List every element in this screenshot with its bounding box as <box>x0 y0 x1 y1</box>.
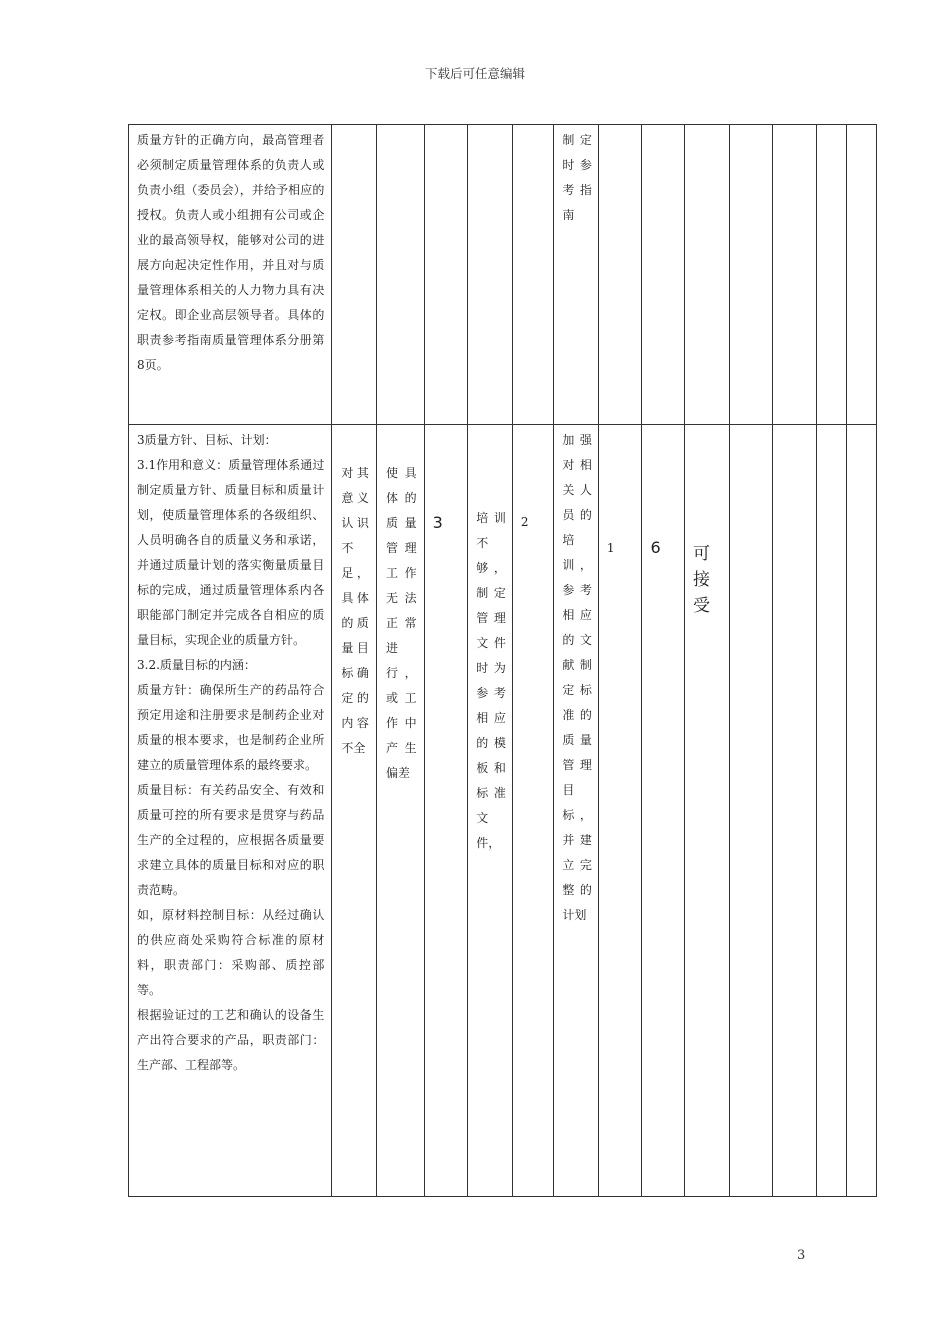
description-paragraph: 质量目标：有关药品安全、有效和质量可控的所有要求是贯穿与药品生产的全过程的，应根据各质量要求建立具体的质量目标和对应的职责范畴。 <box>137 783 325 897</box>
acceptability-text: 可接受 <box>693 544 711 616</box>
description-paragraph: 3质量方针、目标、计划： <box>137 433 277 447</box>
risk-priority-cell <box>642 425 685 1197</box>
description-paragraph: 质量方针的正确方向，最高管理者必须制定质量管理体系的负责人或负责小组（委员会），并给予相应的授权。负责人或小组拥有公司或企业的最高领导权，能够对公司的进展方向起决定性作用，并且对与质量管理体系相关的人力物力具有决定权。即企业高层领导者。具体的职责参考指南质量管理体系分册第8页。 <box>137 133 325 372</box>
description-cell <box>129 425 332 1197</box>
occurrence-cell <box>512 425 553 1197</box>
cell-col-7 <box>598 125 642 425</box>
cell-col-13 <box>846 425 876 1197</box>
cell-col-2 <box>376 125 424 425</box>
measure-cell <box>554 425 599 1197</box>
description-paragraph: 3.2.质量目标的内涵： <box>137 658 256 672</box>
description-paragraph: 如，原材料控制目标：从经过确认的供应商处采购符合标准的原材料，职责部门：采购部、质控部等。 <box>137 908 325 997</box>
description-paragraph: 根据验证过的工艺和确认的设备生产出符合要求的产品，职责部门：生产部、工程部等。 <box>137 1008 325 1072</box>
page-header: 下载后可任意编辑 <box>424 66 525 81</box>
risk-assessment-table <box>128 124 877 1197</box>
cell-col-11 <box>773 425 817 1197</box>
severity-cell <box>424 425 468 1197</box>
cell-col-13 <box>846 125 876 425</box>
occurrence-value: 2 <box>520 515 529 529</box>
table-row <box>129 425 877 1197</box>
detection-cell <box>598 425 642 1197</box>
cell-col-10 <box>729 125 773 425</box>
cell-col-10 <box>729 425 773 1197</box>
cell-col-5 <box>512 125 553 425</box>
detection-value: 1 <box>606 541 615 555</box>
risk-effect-cell <box>376 425 424 1197</box>
risk-cause-text: 对其意义认识不足，具体的质量目标确定的内容不全 <box>341 466 369 755</box>
cell-col-6 <box>554 125 599 425</box>
risk-priority-value: 6 <box>650 538 661 557</box>
cell-col-1 <box>332 125 377 425</box>
acceptability-cell <box>685 425 730 1197</box>
description-cell <box>129 125 332 425</box>
risk-cause-cell <box>332 425 377 1197</box>
severity-value: 3 <box>432 513 443 532</box>
cause-cell <box>468 425 513 1197</box>
cause-text: 培训不够，制定管理文件时为参考相应的模板和标准文件， <box>476 511 506 850</box>
cell-col-11 <box>773 125 817 425</box>
cell-col-3 <box>424 125 468 425</box>
description-paragraph: 3.1作用和意义：质量管理体系通过制定质量方针、质量目标和质量计划，使质量管理体系的各级组织、人员明确各自的质量义务和承诺，并通过质量计划的落实衡量质量目标的完成，通过质量管理体系内各职能部门制定并完成各自相应的质量目标，实现企业的质量方针。 <box>137 458 325 647</box>
page-number: 3 <box>797 1248 806 1263</box>
cell-col-8 <box>642 125 685 425</box>
description-paragraph: 质量方针：确保所生产的药品符合预定用途和注册要求是制药企业对质量的根本要求，也是制药企业所建立的质量管理体系的最终要求。 <box>137 683 325 772</box>
risk-effect-text: 使具体的质量管理工作无法正常进行，或工作中产生偏差 <box>385 466 417 780</box>
cell-col-12 <box>816 425 846 1197</box>
cell-col-9 <box>685 125 730 425</box>
measure-text: 加强对相关人员的培训，参考相应的文献制定标准的质量管理目标，并建立完整的计划 <box>562 433 592 922</box>
measure-text: 制定时参考指南 <box>562 133 592 222</box>
table-row <box>129 125 877 425</box>
cell-col-4 <box>468 125 513 425</box>
cell-col-12 <box>816 125 846 425</box>
